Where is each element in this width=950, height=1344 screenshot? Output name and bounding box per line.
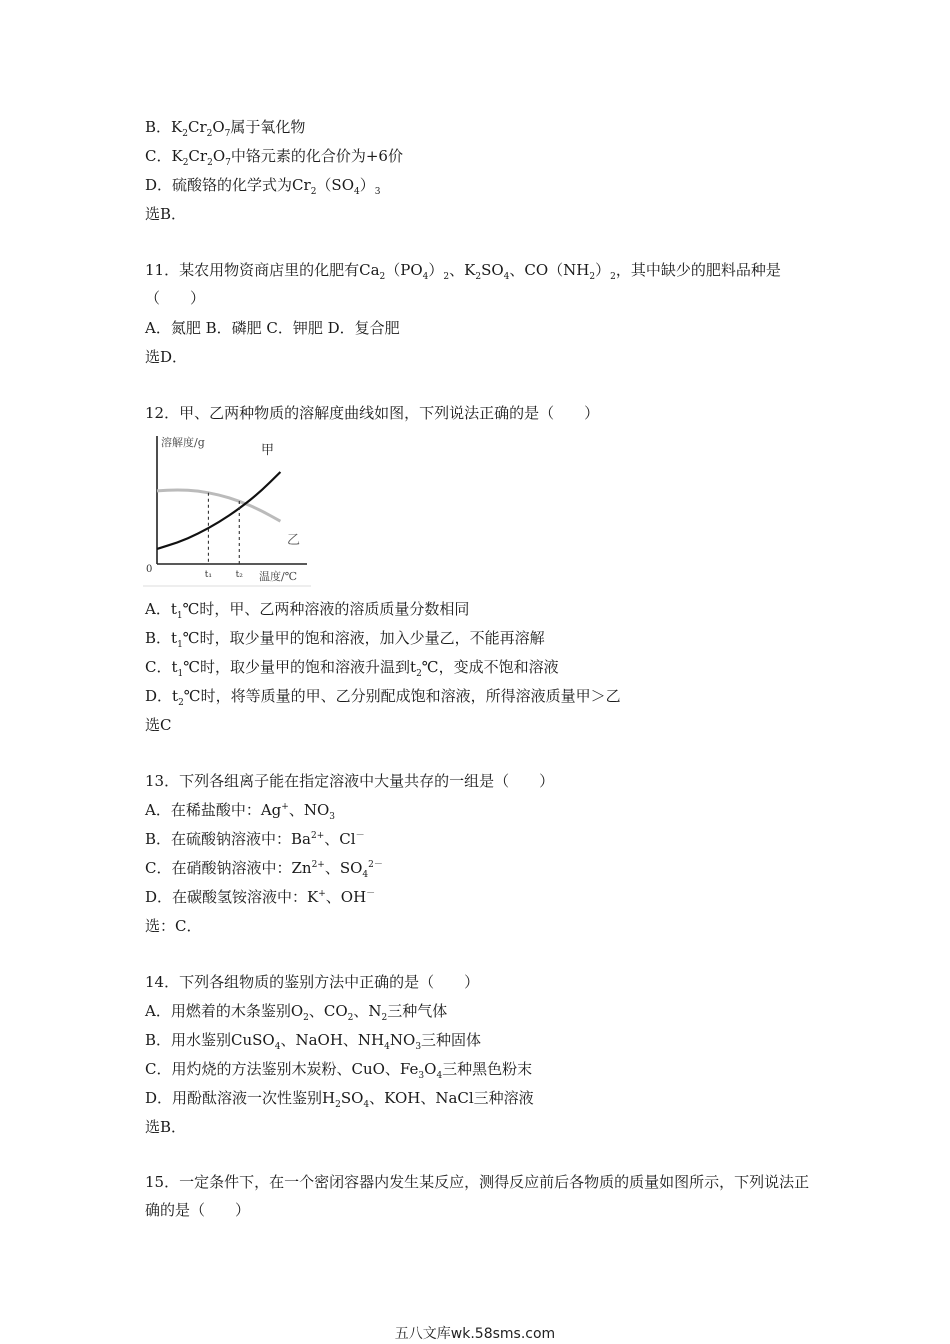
q12-option-c: C．$t_1℃$时，取少量甲的饱和溶液升温到$t_2℃$，变成不饱和溶液: [145, 658, 559, 679]
q14-stem: 14．下列各组物质的鉴别方法中正确的是（ ）: [145, 973, 480, 991]
q15-stem: 15．一定条件下，在一个密闭容器内发生某反应，测得反应前后各物质的质量如图所示，下列说法正确的是（ ）: [145, 1173, 810, 1219]
solubility-curve-chart: [141, 430, 313, 590]
q13-option-d: D．在碳酸氢铵溶液中：K+、OH－: [145, 888, 376, 906]
x-tick-label-t2: t₂: [235, 570, 243, 580]
q11-answer: 选D．: [145, 348, 188, 366]
q10-option-b: B．$K_2Cr_2O_7$属于氧化物: [145, 118, 306, 139]
q13-stem: 13．下列各组离子能在指定溶液中大量共存的一组是（ ）: [145, 772, 555, 790]
q14-option-d: D．用酚酞溶液一次性鉴别$H_2SO_4$、KOH、NaCl三种溶液: [145, 1089, 534, 1110]
series-label-yi: 乙: [287, 533, 301, 548]
q12-option-b: B．$t_1℃$时，取少量甲的饱和溶液，加入少量乙，不能再溶解: [145, 629, 545, 650]
q11-stem: 11．某农用物资商店里的化肥有$Ca_2(PO_4)_2$、$K_2SO_4$、$CO(NH_2)_2$，其中缺少的肥料品种是（ ）: [145, 261, 781, 307]
q13-answer: 选：C．: [145, 917, 202, 935]
footer-watermark: 五八文库wk.58sms.com: [394, 1326, 556, 1342]
q14-option-b: B．用水鉴别CuSO$_4$、NaOH、$NH_4NO_3$三种固体: [145, 1031, 482, 1052]
q12-option-d: D．$t_2℃$时，将等质量的甲、乙分别配成饱和溶液，所得溶液质量甲＞乙: [145, 687, 621, 708]
q10-option-d: D．硫酸铬的化学式为$Cr_2(SO_4)_3$: [145, 176, 381, 197]
q12-answer: 选C: [145, 716, 172, 734]
q10-answer: 选B．: [145, 205, 187, 223]
q12-option-a: A．$t_1℃$时，甲、乙两种溶液的溶质质量分数相同: [145, 600, 470, 621]
q13-option-b: B．在硫酸钠溶液中：$Ba^{2+}$、Cl－: [145, 830, 365, 848]
origin-label: 0: [146, 564, 153, 575]
y-axis-label: 溶解度/g: [161, 436, 205, 449]
q14-option-c: C．用灼烧的方法鉴别木炭粉、CuO、$Fe_3O_4$三种黑色粉末: [145, 1060, 533, 1081]
x-axis-label: 温度/℃: [259, 570, 298, 583]
series-label-jia: 甲: [261, 443, 275, 458]
q14-option-a: A．用燃着的木条鉴别$O_2$、$CO_2$、$N_2$三种气体: [145, 1002, 448, 1023]
q10-option-c: C．$K_2Cr_2O_7$中铬元素的化合价为+6价: [145, 147, 403, 168]
q13-option-a: A．在稀盐酸中：Ag+、$NO_3$: [145, 801, 335, 822]
q12-stem: 12．甲、乙两种物质的溶解度曲线如图，下列说法正确的是（ ）: [145, 404, 600, 422]
q11-options: A．氮肥 B．磷肥 C．钾肥 D．复合肥: [145, 319, 400, 337]
q14-answer: 选B．: [145, 1118, 187, 1136]
series-line-yi: [157, 490, 280, 521]
q13-option-c: C．在硝酸钠溶液中：$Zn^{2+}$、$SO_4^{2-}$: [145, 859, 383, 880]
x-tick-label-t1: t₁: [204, 570, 213, 580]
